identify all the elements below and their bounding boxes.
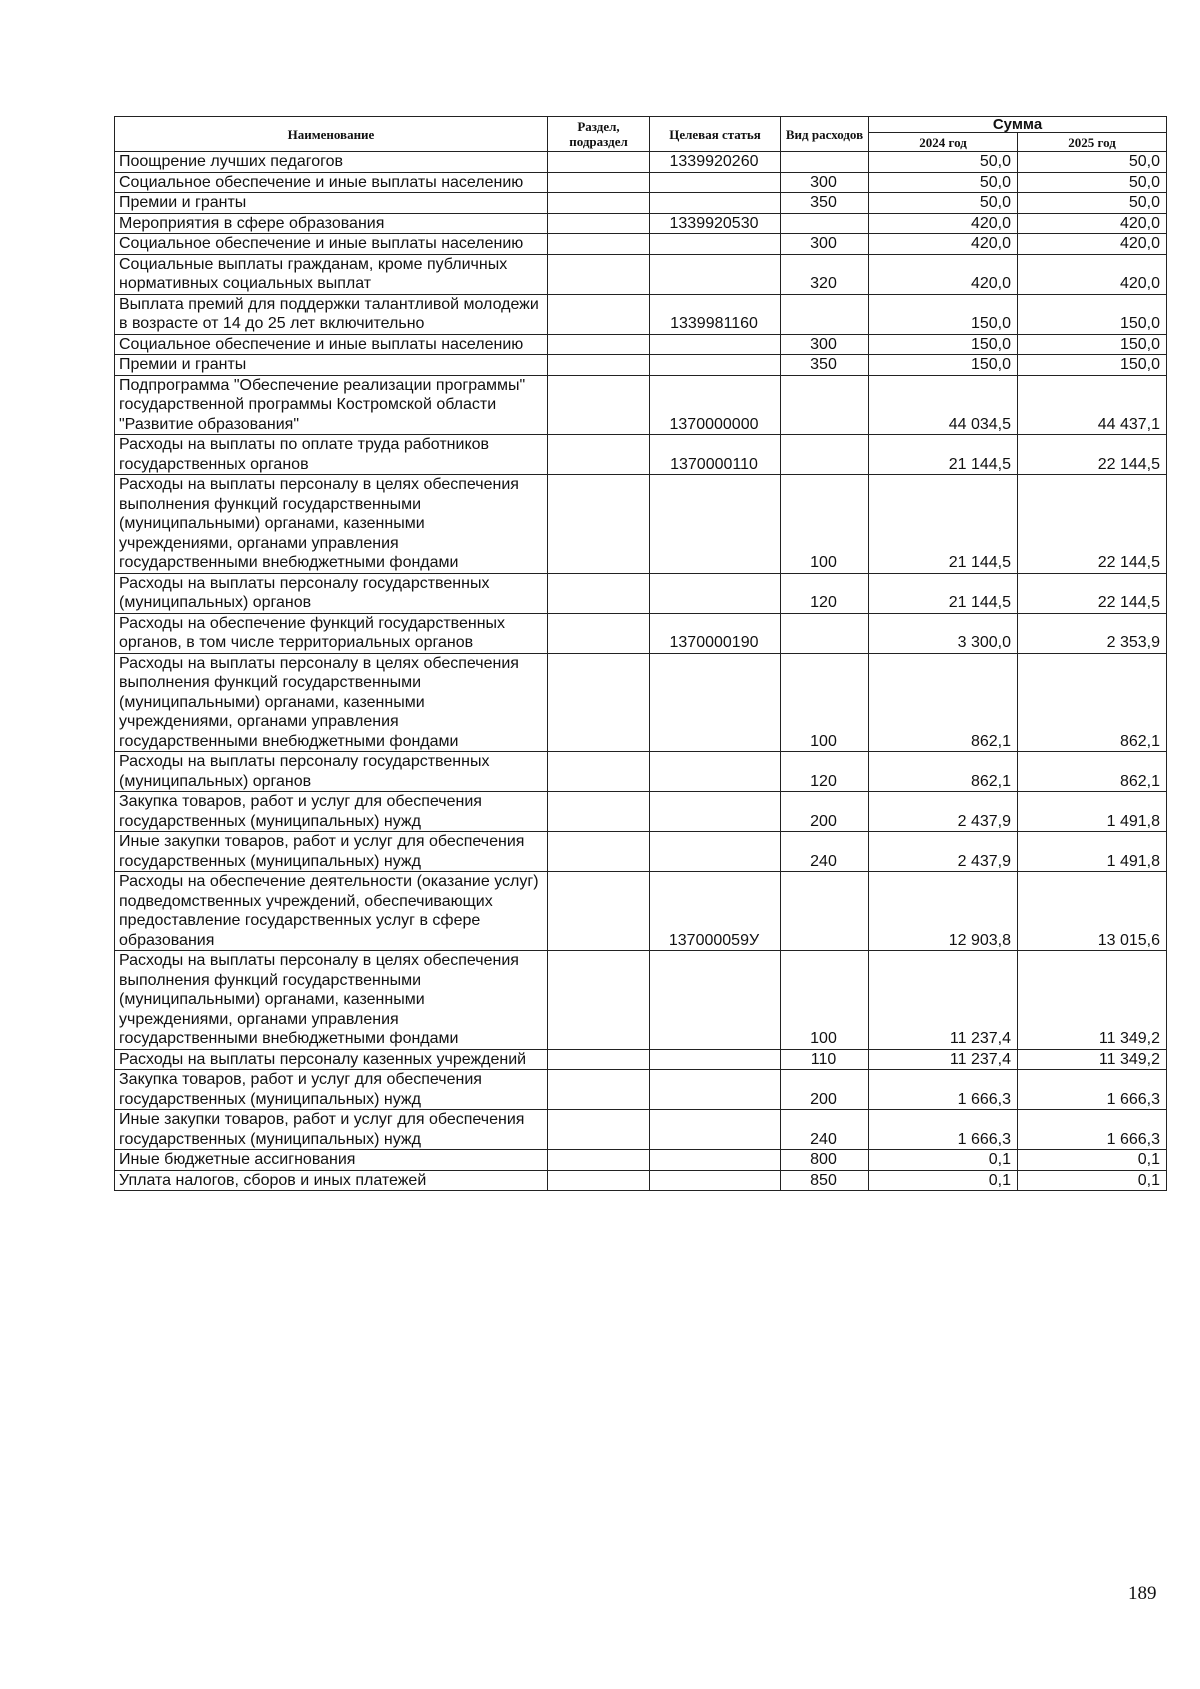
row-section — [548, 355, 650, 376]
row-section — [548, 872, 650, 951]
row-section — [548, 653, 650, 752]
row-target-code: 1339981160 — [650, 294, 781, 334]
table-row — [115, 1049, 1167, 1070]
row-expense-type — [781, 375, 869, 435]
row-section — [548, 234, 650, 255]
row-sum-2024: 862,1 — [869, 653, 1018, 752]
row-name: Премии и гранты — [115, 193, 548, 214]
budget-table — [114, 116, 1167, 1191]
row-target-code — [650, 254, 781, 294]
row-expense-type: 200 — [781, 1070, 869, 1110]
row-sum-2024: 21 144,5 — [869, 573, 1018, 613]
row-sum-2025: 0,1 — [1018, 1150, 1167, 1171]
row-sum-2025: 150,0 — [1018, 294, 1167, 334]
table-row — [115, 375, 1167, 435]
row-expense-type: 110 — [781, 1049, 869, 1070]
page-number: 189 — [1128, 1583, 1157, 1604]
row-name: Иные закупки товаров, работ и услуг для обеспечения государственных (муниципальных) нужд — [115, 832, 548, 872]
table-row — [115, 1150, 1167, 1171]
row-expense-type: 300 — [781, 334, 869, 355]
row-section — [548, 375, 650, 435]
table-row — [115, 172, 1167, 193]
row-sum-2025: 150,0 — [1018, 355, 1167, 376]
row-target-code: 1370000110 — [650, 435, 781, 475]
row-section — [548, 1049, 650, 1070]
row-target-code — [650, 475, 781, 574]
row-name: Мероприятия в сфере образования — [115, 213, 548, 234]
row-sum-2025: 22 144,5 — [1018, 475, 1167, 574]
row-sum-2025: 150,0 — [1018, 334, 1167, 355]
row-name: Социальное обеспечение и иные выплаты населению — [115, 334, 548, 355]
table-row — [115, 1070, 1167, 1110]
row-sum-2025: 0,1 — [1018, 1170, 1167, 1191]
row-section — [548, 213, 650, 234]
row-target-code — [650, 573, 781, 613]
row-sum-2024: 2 437,9 — [869, 792, 1018, 832]
row-sum-2025: 862,1 — [1018, 752, 1167, 792]
row-sum-2025: 50,0 — [1018, 152, 1167, 173]
table-row — [115, 234, 1167, 255]
row-sum-2024: 44 034,5 — [869, 375, 1018, 435]
row-section — [548, 254, 650, 294]
table-row — [115, 613, 1167, 653]
row-name: Расходы на выплаты персоналу в целях обеспечения выполнения функций государственными (муниципальными) органами, казенными учреждениями, органами управления государственными внебюджетными фондами — [115, 951, 548, 1050]
row-section — [548, 752, 650, 792]
header-section: Раздел, подраздел — [548, 117, 650, 152]
row-target-code — [650, 355, 781, 376]
row-target-code: 137000059У — [650, 872, 781, 951]
row-sum-2024: 2 437,9 — [869, 832, 1018, 872]
row-expense-type: 350 — [781, 193, 869, 214]
row-expense-type — [781, 294, 869, 334]
row-sum-2025: 13 015,6 — [1018, 872, 1167, 951]
row-expense-type: 100 — [781, 653, 869, 752]
row-sum-2024: 862,1 — [869, 752, 1018, 792]
row-section — [548, 475, 650, 574]
row-sum-2025: 22 144,5 — [1018, 435, 1167, 475]
row-target-code — [650, 172, 781, 193]
row-name: Подпрограмма "Обеспечение реализации программы" государственной программы Костромской области "Развитие образования" — [115, 375, 548, 435]
row-sum-2025: 1 491,8 — [1018, 792, 1167, 832]
row-target-code: 1339920530 — [650, 213, 781, 234]
row-section — [548, 1070, 650, 1110]
row-name: Расходы на выплаты персоналу государственных (муниципальных) органов — [115, 752, 548, 792]
header-year-2025: 2025 год — [1018, 133, 1167, 152]
row-section — [548, 951, 650, 1050]
row-name: Социальное обеспечение и иные выплаты населению — [115, 234, 548, 255]
row-section — [548, 613, 650, 653]
row-sum-2025: 420,0 — [1018, 234, 1167, 255]
row-sum-2025: 1 491,8 — [1018, 832, 1167, 872]
row-expense-type: 240 — [781, 1110, 869, 1150]
row-name: Расходы на обеспечение деятельности (оказание услуг) подведомственных учреждений, обеспечивающих предоставление государственных услуг в сфере образования — [115, 872, 548, 951]
row-section — [548, 832, 650, 872]
table-row — [115, 951, 1167, 1050]
row-expense-type: 850 — [781, 1170, 869, 1191]
table-row — [115, 475, 1167, 574]
row-expense-type — [781, 613, 869, 653]
table-row — [115, 213, 1167, 234]
row-sum-2024: 50,0 — [869, 193, 1018, 214]
row-expense-type — [781, 872, 869, 951]
row-name: Расходы на обеспечение функций государственных органов, в том числе территориальных органов — [115, 613, 548, 653]
row-expense-type: 100 — [781, 475, 869, 574]
row-target-code — [650, 234, 781, 255]
row-sum-2024: 11 237,4 — [869, 1049, 1018, 1070]
table-row — [115, 832, 1167, 872]
row-section — [548, 435, 650, 475]
row-name: Закупка товаров, работ и услуг для обеспечения государственных (муниципальных) нужд — [115, 792, 548, 832]
row-name: Расходы на выплаты персоналу казенных учреждений — [115, 1049, 548, 1070]
row-expense-type: 300 — [781, 234, 869, 255]
row-expense-type: 100 — [781, 951, 869, 1050]
table-row — [115, 792, 1167, 832]
row-section — [548, 172, 650, 193]
row-section — [548, 1110, 650, 1150]
table-row — [115, 752, 1167, 792]
row-section — [548, 294, 650, 334]
table-row — [115, 573, 1167, 613]
row-name: Социальные выплаты гражданам, кроме публичных нормативных социальных выплат — [115, 254, 548, 294]
row-name: Расходы на выплаты персоналу государственных (муниципальных) органов — [115, 573, 548, 613]
row-target-code — [650, 1170, 781, 1191]
row-target-code — [650, 1110, 781, 1150]
row-sum-2024: 0,1 — [869, 1170, 1018, 1191]
row-name: Иные закупки товаров, работ и услуг для обеспечения государственных (муниципальных) нужд — [115, 1110, 548, 1150]
row-expense-type — [781, 435, 869, 475]
header-sum: Сумма — [869, 117, 1167, 133]
row-sum-2024: 1 666,3 — [869, 1110, 1018, 1150]
row-target-code — [650, 1049, 781, 1070]
table-row — [115, 193, 1167, 214]
row-name: Расходы на выплаты персоналу в целях обеспечения выполнения функций государственными (муниципальными) органами, казенными учреждениями, органами управления государственными внебюджетными фондами — [115, 653, 548, 752]
row-sum-2025: 11 349,2 — [1018, 951, 1167, 1050]
row-name: Уплата налогов, сборов и иных платежей — [115, 1170, 548, 1191]
table-row — [115, 872, 1167, 951]
row-sum-2024: 50,0 — [869, 152, 1018, 173]
table-row — [115, 334, 1167, 355]
row-sum-2024: 150,0 — [869, 294, 1018, 334]
row-expense-type — [781, 213, 869, 234]
row-section — [548, 334, 650, 355]
table-header — [115, 117, 1167, 152]
table-row — [115, 294, 1167, 334]
row-sum-2024: 420,0 — [869, 254, 1018, 294]
header-vid: Вид расходов — [781, 117, 869, 152]
row-target-code — [650, 951, 781, 1050]
row-sum-2024: 150,0 — [869, 334, 1018, 355]
row-expense-type: 300 — [781, 172, 869, 193]
table-row — [115, 435, 1167, 475]
row-target-code — [650, 653, 781, 752]
row-sum-2024: 11 237,4 — [869, 951, 1018, 1050]
row-sum-2025: 50,0 — [1018, 193, 1167, 214]
row-section — [548, 1170, 650, 1191]
row-sum-2025: 420,0 — [1018, 254, 1167, 294]
row-sum-2024: 21 144,5 — [869, 475, 1018, 574]
row-sum-2025: 50,0 — [1018, 172, 1167, 193]
row-target-code — [650, 792, 781, 832]
header-target: Целевая статья — [650, 117, 781, 152]
row-target-code — [650, 193, 781, 214]
table-row — [115, 355, 1167, 376]
row-sum-2024: 420,0 — [869, 234, 1018, 255]
row-sum-2024: 0,1 — [869, 1150, 1018, 1171]
table-body — [115, 152, 1167, 1191]
row-expense-type: 120 — [781, 573, 869, 613]
row-sum-2025: 862,1 — [1018, 653, 1167, 752]
header-year-2024: 2024 год — [869, 133, 1018, 152]
row-section — [548, 152, 650, 173]
row-expense-type: 240 — [781, 832, 869, 872]
row-name: Расходы на выплаты персоналу в целях обеспечения выполнения функций государственными (муниципальными) органами, казенными учреждениями, органами управления государственными внебюджетными фондами — [115, 475, 548, 574]
row-name: Социальное обеспечение и иные выплаты населению — [115, 172, 548, 193]
row-section — [548, 193, 650, 214]
row-sum-2025: 22 144,5 — [1018, 573, 1167, 613]
row-expense-type — [781, 152, 869, 173]
row-section — [548, 573, 650, 613]
row-target-code — [650, 1150, 781, 1171]
table-row — [115, 1170, 1167, 1191]
row-name: Иные бюджетные ассигнования — [115, 1150, 548, 1171]
row-name: Расходы на выплаты по оплате труда работников государственных органов — [115, 435, 548, 475]
header-name: Наименование — [115, 117, 548, 152]
table-row — [115, 653, 1167, 752]
row-sum-2025: 1 666,3 — [1018, 1110, 1167, 1150]
row-expense-type: 200 — [781, 792, 869, 832]
row-sum-2024: 3 300,0 — [869, 613, 1018, 653]
row-sum-2024: 12 903,8 — [869, 872, 1018, 951]
row-expense-type: 800 — [781, 1150, 869, 1171]
row-sum-2025: 1 666,3 — [1018, 1070, 1167, 1110]
row-sum-2025: 420,0 — [1018, 213, 1167, 234]
row-target-code — [650, 832, 781, 872]
table-row — [115, 152, 1167, 173]
row-target-code: 1370000000 — [650, 375, 781, 435]
row-sum-2025: 2 353,9 — [1018, 613, 1167, 653]
row-expense-type: 350 — [781, 355, 869, 376]
table-row — [115, 254, 1167, 294]
row-sum-2024: 150,0 — [869, 355, 1018, 376]
table-row — [115, 1110, 1167, 1150]
row-target-code — [650, 1070, 781, 1110]
row-sum-2024: 1 666,3 — [869, 1070, 1018, 1110]
row-expense-type: 120 — [781, 752, 869, 792]
row-name: Выплата премий для поддержки талантливой молодежи в возрасте от 14 до 25 лет включительно — [115, 294, 548, 334]
row-target-code — [650, 752, 781, 792]
row-sum-2024: 50,0 — [869, 172, 1018, 193]
row-sum-2024: 420,0 — [869, 213, 1018, 234]
row-name: Закупка товаров, работ и услуг для обеспечения государственных (муниципальных) нужд — [115, 1070, 548, 1110]
row-sum-2024: 21 144,5 — [869, 435, 1018, 475]
row-sum-2025: 44 437,1 — [1018, 375, 1167, 435]
row-target-code — [650, 334, 781, 355]
row-expense-type: 320 — [781, 254, 869, 294]
row-sum-2025: 11 349,2 — [1018, 1049, 1167, 1070]
row-target-code: 1339920260 — [650, 152, 781, 173]
row-name: Поощрение лучших педагогов — [115, 152, 548, 173]
row-section — [548, 792, 650, 832]
row-section — [548, 1150, 650, 1171]
row-name: Премии и гранты — [115, 355, 548, 376]
row-target-code: 1370000190 — [650, 613, 781, 653]
